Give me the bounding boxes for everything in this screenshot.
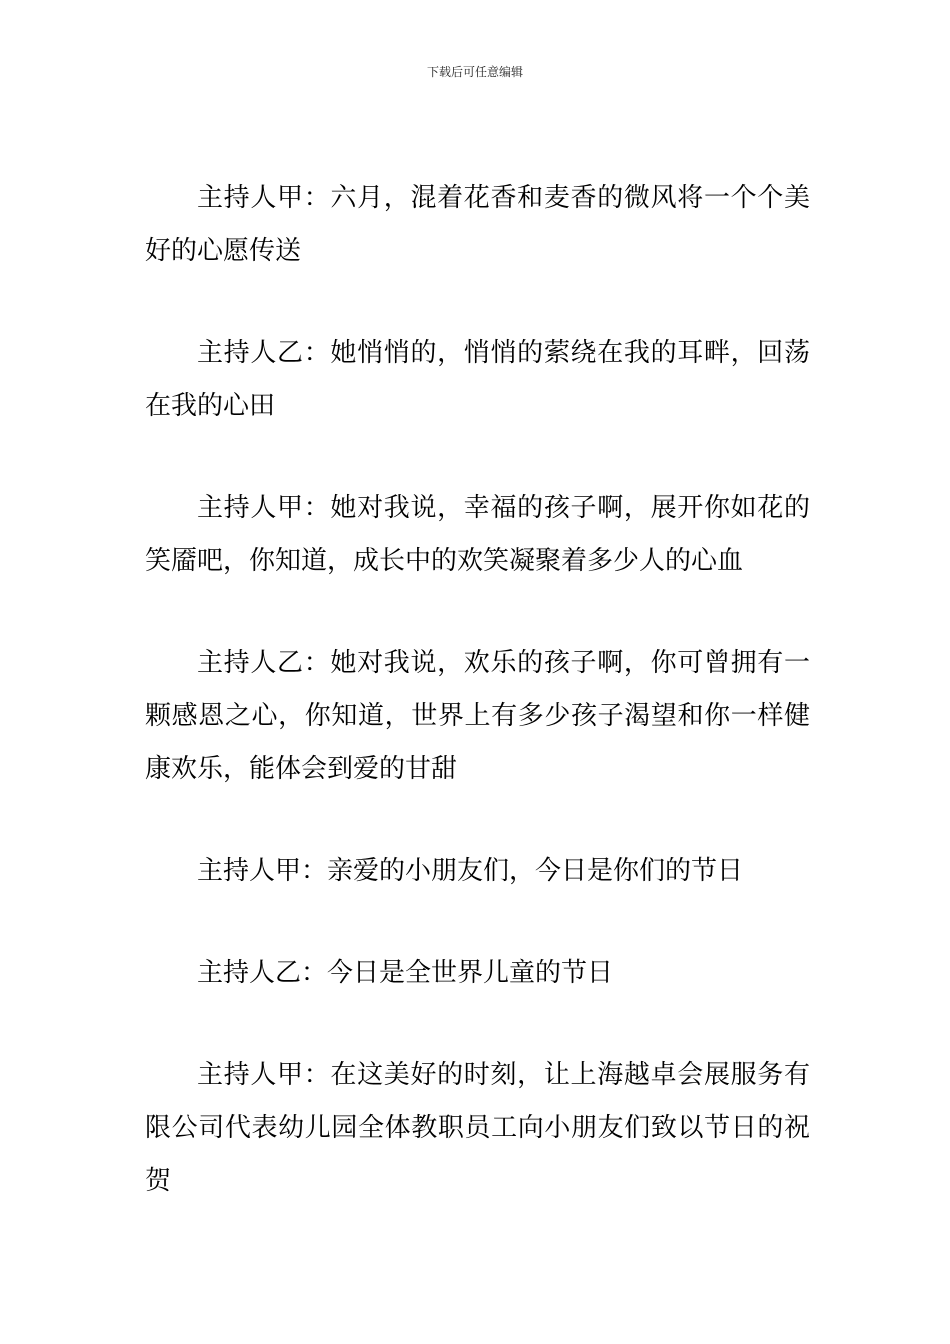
- page-header: 下载后可任意编辑: [426, 65, 523, 79]
- dialogue-paragraph: 主持人乙：她悄悄的，悄悄的萦绕在我的耳畔，回荡在我的心田: [145, 338, 810, 421]
- dialogue-paragraph: 主持人乙：她对我说，欢乐的孩子啊，你可曾拥有一颗感恩之心，你知道，世界上有多少孩子渴望和你一样健康欢乐，能体会到爱的甘甜: [145, 648, 810, 784]
- dialogue-paragraph: 主持人甲：在这美好的时刻，让上海越卓会展服务有限公司代表幼儿园全体教职员工向小朋友们致以节日的祝贺: [145, 1060, 810, 1196]
- dialogue-paragraph: 主持人甲：六月，混着花香和麦香的微风将一个个美好的心愿传送: [145, 183, 810, 266]
- dialogue-paragraph: 主持人甲：她对我说，幸福的孩子啊，展开你如花的笑靥吧，你知道，成长中的欢笑凝聚着多少人的心血: [145, 493, 810, 576]
- document-body: [145, 172, 810, 1208]
- dialogue-paragraph: 主持人乙：今日是全世界儿童的节日: [197, 958, 614, 988]
- dialogue-paragraph: 主持人甲：亲爱的小朋友们，今日是你们的节日: [197, 856, 744, 886]
